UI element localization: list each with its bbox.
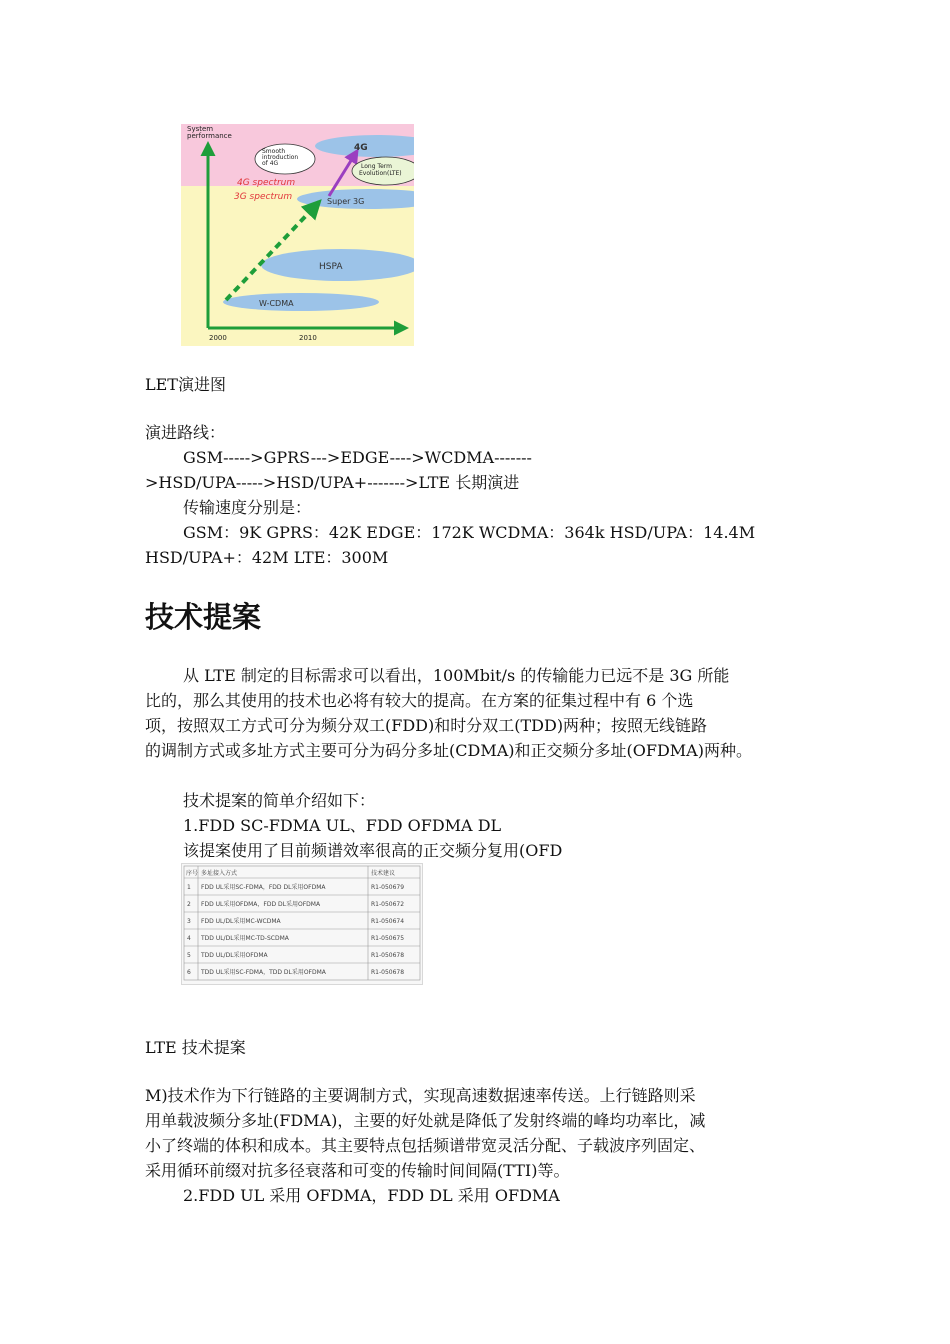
table-header: 序号 bbox=[186, 870, 199, 877]
y-axis-label-line: performance bbox=[187, 132, 232, 140]
speed-line: GSM：9K GPRS：42K EDGE：172K WCDMA：364k HSD/UPA：14.4M bbox=[183, 523, 756, 542]
paragraph-line: M)技术作为下行链路的主要调制方式，实现高速数据速率传送。上行链路则采 bbox=[145, 1086, 696, 1105]
paragraph-line: 比的，那么其使用的技术也必将有较大的提高。在方案的征集过程中有 6 个选 bbox=[145, 691, 694, 710]
smooth-intro-line: Smooth bbox=[262, 148, 286, 155]
section-title: 技术提案 bbox=[145, 600, 262, 634]
proposal-item-1-desc: 该提案使用了目前频谱效率很高的正交频分复用(OFD bbox=[183, 841, 563, 860]
table-cell: FDD UL/DL采用MC-WCDMA bbox=[201, 918, 281, 925]
table-cell: TDD UL采用SC-FDMA，TDD DL采用OFDMA bbox=[201, 969, 326, 976]
4g-stage-label: 4G bbox=[354, 143, 368, 153]
table-caption: LTE 技术提案 bbox=[145, 1038, 246, 1057]
paragraph-line: 采用循环前缀对抗多径衰落和可变的传输时间间隔(TTI)等。 bbox=[145, 1161, 570, 1180]
speed-line: HSD/UPA+：42M LTE：300M bbox=[145, 548, 389, 567]
table-cell: 6 bbox=[187, 969, 191, 976]
paragraph-line: 项，按照双工方式可分为频分双工(FDD)和时分双工(TDD)两种；按照无线链路 bbox=[145, 716, 708, 735]
table-cell: R1-050672 bbox=[371, 901, 405, 908]
lte-evolution-figure bbox=[181, 124, 414, 346]
wcdma-stage-shape bbox=[223, 293, 379, 311]
proposal-item-1: 1.FDD SC-FDMA UL、FDD OFDMA DL bbox=[183, 816, 502, 835]
table-cell: FDD UL采用OFDMA，FDD DL采用OFDMA bbox=[201, 901, 321, 908]
table-cell: R1-050675 bbox=[371, 935, 405, 942]
super3g-stage-label: Super 3G bbox=[327, 197, 365, 206]
table-cell: 3 bbox=[187, 918, 191, 925]
4g-spectrum-label: 4G spectrum bbox=[237, 178, 296, 188]
table-cell: TDD UL/DL采用MC-TD-SCDMA bbox=[201, 935, 289, 942]
lte-bubble-line: Evolution(LTE) bbox=[359, 170, 402, 177]
wcdma-stage-label: W-CDMA bbox=[259, 299, 294, 308]
route-heading: 演进路线： bbox=[145, 423, 226, 442]
paragraph-line: 从 LTE 制定的目标需求可以看出，100Mbit/s 的传输能力已远不是 3G 所能 bbox=[183, 666, 730, 685]
3g-spectrum-label: 3G spectrum bbox=[234, 192, 293, 202]
table-cell: 4 bbox=[187, 935, 191, 942]
table-header: 技术建议 bbox=[371, 870, 396, 877]
lte-bubble-line: Long Term bbox=[361, 163, 392, 170]
table-cell: R1-050674 bbox=[371, 918, 405, 925]
paragraph-line: 的调制方式或多址方式主要可分为码分多址(CDMA)和正交频分多址(OFDMA)两种。 bbox=[145, 741, 752, 760]
table-cell: 1 bbox=[187, 884, 191, 891]
table-cell: TDD UL/DL采用OFDMA bbox=[201, 952, 268, 959]
table-cell: 5 bbox=[187, 952, 191, 959]
table-cell: R1-050679 bbox=[371, 884, 405, 891]
table-cell: R1-050678 bbox=[371, 969, 405, 976]
figure-caption: LET演进图 bbox=[145, 375, 226, 394]
hspa-stage-label: HSPA bbox=[319, 262, 343, 272]
x-tick-2010: 2010 bbox=[299, 334, 317, 342]
paragraph-line: 用单载波频分多址(FDMA)，主要的好处就是降低了发射终端的峰均功率比，减 bbox=[145, 1111, 706, 1130]
table-cell: FDD UL采用SC-FDMA，FDD DL采用OFDMA bbox=[201, 884, 326, 891]
table-cell: R1-050678 bbox=[371, 952, 405, 959]
table-cell: 2 bbox=[187, 901, 191, 908]
paragraph-line: 小了终端的体积和成本。其主要特点包括频谱带宽灵活分配、子载波序列固定、 bbox=[145, 1136, 706, 1155]
route-line: >HSD/UPA----->HSD/UPA+------->LTE 长期演进 bbox=[145, 473, 520, 492]
speed-heading: 传输速度分别是： bbox=[183, 498, 312, 517]
route-line: GSM----->GPRS--->EDGE---->WCDMA------- bbox=[183, 448, 532, 467]
y-axis-label-line: System bbox=[187, 125, 214, 133]
table-header: 多址接入方式 bbox=[201, 870, 238, 877]
proposal-item-2: 2.FDD UL 采用 OFDMA，FDD DL 采用 OFDMA bbox=[183, 1186, 560, 1205]
smooth-intro-line: of 4G bbox=[262, 160, 279, 167]
intro-line: 技术提案的简单介绍如下： bbox=[183, 791, 376, 810]
smooth-intro-line: introduction bbox=[262, 154, 299, 161]
x-tick-2000: 2000 bbox=[209, 334, 227, 342]
proposal-table-figure bbox=[181, 863, 423, 985]
